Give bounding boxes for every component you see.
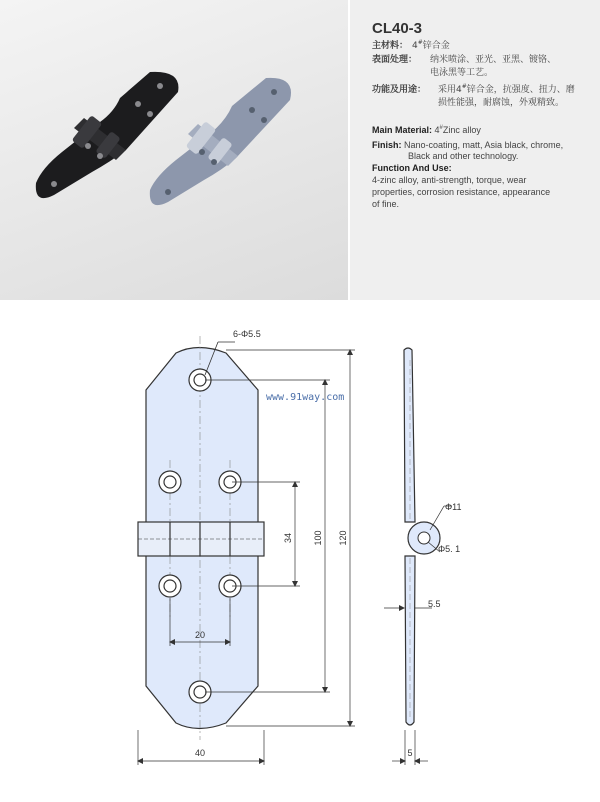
model-number: CL40-3 [372, 20, 423, 37]
en-finish-line1 [372, 140, 563, 151]
en-material-label: Main Material: [372, 125, 433, 135]
dim-pin-diameter: Φ11 [445, 502, 462, 512]
dim-overall: 120 [338, 530, 348, 546]
dim-width: 40 [194, 748, 206, 758]
dim-hole-spacing-h: 20 [194, 630, 206, 640]
hole-callout: 6-Φ5.5 [233, 329, 261, 339]
en-material [372, 125, 481, 136]
en-function-line3: of fine. [372, 199, 400, 209]
watermark: www.91way.com [266, 392, 345, 403]
en-finish-line2: Black and other technology. [408, 151, 519, 161]
cn-finish-label-text: 表面处理： [372, 55, 418, 65]
cn-material-value-sup: # [417, 39, 423, 46]
cn-material-label: 主材料： [372, 41, 409, 51]
en-finish-label: Finish: [372, 140, 402, 150]
cn-material [372, 40, 450, 53]
product-photo [0, 0, 348, 300]
cn-function-line1-pre: 采用4 [438, 85, 462, 95]
cn-finish-line1: 纳米喷涂、亚光、亚黑、镀铬、 [430, 55, 557, 65]
cn-finish-label [372, 54, 417, 67]
mounting-hole [159, 575, 181, 597]
en-finish-line1-text: Nano-coating, matt, Asia black, chrome, [404, 140, 564, 150]
dim-hole-spacing-v: 34 [283, 532, 293, 544]
en-function-line2: properties, corrosion resistance, appearance [372, 187, 551, 197]
cn-function-label [372, 84, 426, 97]
technical-drawing-svg [0, 300, 600, 798]
cn-function-line1 [438, 84, 575, 97]
cn-function-label-text: 功能及用途： [372, 85, 427, 95]
dim-thickness: 5 [407, 748, 413, 758]
hinge-photo-illustration [0, 0, 348, 300]
en-material-value-pre: 4 [434, 125, 440, 135]
spec-panel [350, 0, 600, 300]
dim-pin-hole: Φ5. 1 [438, 544, 461, 554]
technical-drawing [0, 300, 600, 798]
side-view [404, 348, 440, 725]
en-function-label [372, 163, 452, 174]
en-material-value-post: Zinc alloy [442, 125, 481, 135]
cn-material-value-pre: 4 [412, 41, 418, 51]
mounting-hole [159, 471, 181, 493]
en-function-label-text: Function And Use: [372, 163, 452, 173]
dim-overall-inner: 100 [313, 530, 323, 546]
en-function-line1: 4-zinc alloy, anti-strength, torque, wear [372, 175, 527, 185]
dim-leaf-offset: 5.5 [428, 599, 441, 609]
cn-finish-line2: 电泳黑等工艺。 [430, 68, 494, 78]
cn-material-value-post: 锌合金 [422, 41, 450, 51]
cn-function-line1-post: 锌合金，抗强度、扭力、磨 [466, 85, 575, 95]
cn-function-line1-sup: # [461, 83, 467, 90]
cn-function-line2: 损性能强，耐腐蚀，外观精致。 [438, 98, 565, 108]
en-material-value-sup: # [439, 125, 443, 131]
